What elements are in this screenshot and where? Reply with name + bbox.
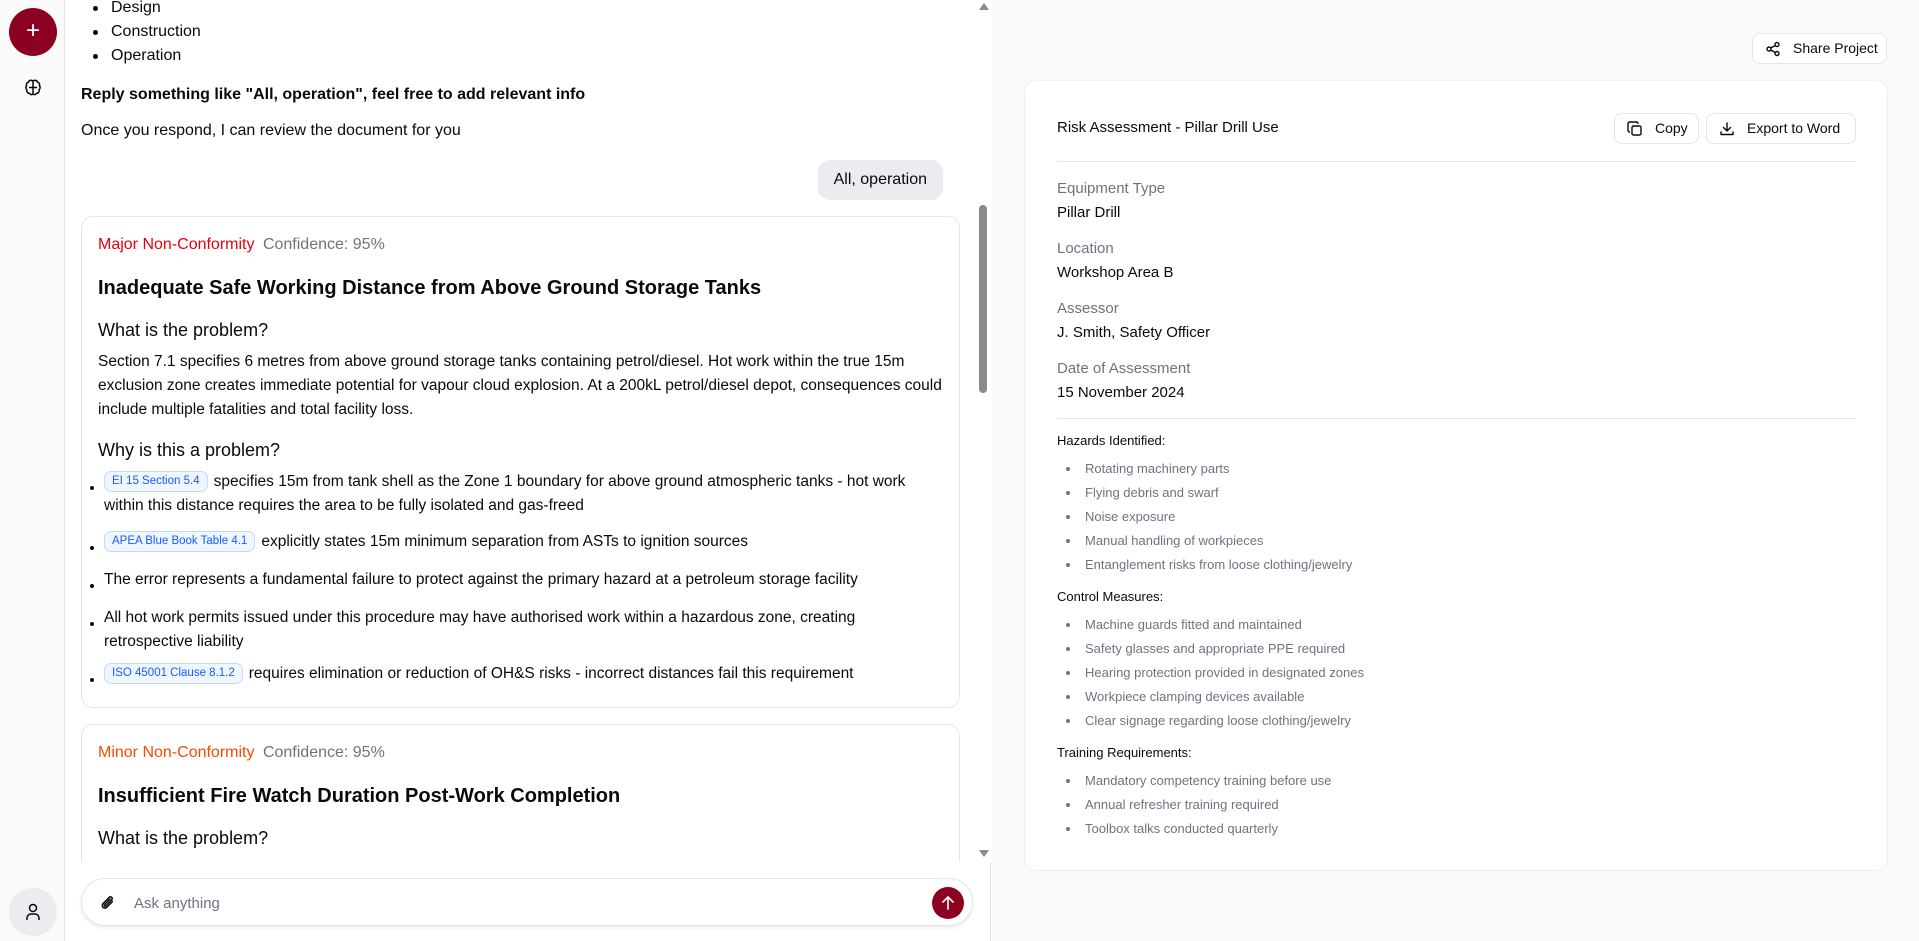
control-item: Machine guards fitted and maintained: [1085, 617, 1302, 632]
what-heading: What is the problem?: [98, 828, 269, 848]
brain-icon: [23, 78, 43, 98]
paperclip-icon[interactable]: [98, 893, 118, 913]
why-list-item: [104, 606, 934, 654]
reference-tag[interactable]: ISO 45001 Clause 8.1.2: [104, 663, 243, 684]
new-chat-button[interactable]: [9, 8, 57, 56]
why-text: explicitly states 15m minimum separation from ASTs to ignition sources: [261, 533, 749, 550]
field-label: Location: [1057, 240, 1114, 257]
profile-button[interactable]: [9, 888, 57, 936]
chat-messages: [65, 0, 975, 862]
chat-composer: [81, 878, 973, 926]
document-panel: [992, 0, 1919, 941]
control-item: Hearing protection provided in designated zones: [1085, 665, 1364, 680]
reference-tag[interactable]: APEA Blue Book Table 4.1: [104, 531, 255, 552]
lifecycle-options-list: [111, 0, 201, 68]
confidence-label: Confidence: 95%: [262, 236, 385, 253]
field-label: Assessor: [1057, 300, 1119, 317]
divider: [1057, 418, 1856, 419]
why-list-item: [104, 662, 934, 686]
reference-tag[interactable]: EI 15 Section 5.4: [104, 471, 208, 492]
why-list-item: [104, 568, 934, 592]
severity-label: Major Non-Conformity: [98, 236, 255, 253]
scroll-thumb[interactable]: [979, 205, 987, 393]
why-list-item: [104, 530, 934, 554]
hazard-item: Manual handling of workpieces: [1085, 533, 1264, 548]
why-text: All hot work permits issued under this procedure may have authorised work within a hazardous zone, creating retrospective liability: [104, 609, 856, 650]
training-item: Mandatory competency training before use: [1085, 773, 1332, 788]
chat-panel: [65, 0, 991, 941]
export-to-word-button[interactable]: [1706, 113, 1856, 144]
what-heading: What is the problem?: [98, 320, 269, 340]
field-label: Date of Assessment: [1057, 360, 1191, 377]
plus-icon: +: [25, 17, 40, 44]
field-label: Equipment Type: [1057, 180, 1166, 197]
control-item: Clear signage regarding loose clothing/jewelry: [1085, 713, 1351, 728]
field-value: Pillar Drill: [1057, 204, 1121, 221]
download-icon: [1719, 121, 1735, 137]
why-text: requires elimination or reduction of OH&S risks - incorrect distances fail this requirement: [248, 665, 854, 682]
brain-button[interactable]: [23, 78, 43, 98]
arrow-up-icon: [941, 895, 955, 911]
why-text: specifies 15m from tank shell as the Zone 1 boundary for above ground atmospheric tanks - hot work within this distance requires the area to be fully isolated and gas-freed: [104, 473, 906, 514]
share-project-label: Share Project: [1793, 40, 1878, 56]
sidebar: [0, 0, 65, 941]
copy-label: Copy: [1655, 120, 1688, 136]
why-text: The error represents a fundamental failure to protect against the primary hazard at a petroleum storage facility: [104, 571, 858, 588]
training-item: Annual refresher training required: [1085, 797, 1279, 812]
finding-title: Insufficient Fire Watch Duration Post-Work Completion: [98, 785, 621, 807]
section-heading-training: Training Requirements:: [1057, 745, 1192, 760]
finding-meta: [98, 744, 385, 762]
list-item: Construction: [111, 20, 201, 44]
finding-title: Inadequate Safe Working Distance from Above Ground Storage Tanks: [98, 277, 762, 299]
field-value: J. Smith, Safety Officer: [1057, 324, 1211, 341]
finding-meta: [98, 236, 385, 254]
section-heading-controls: Control Measures:: [1057, 589, 1164, 604]
reply-hint: Reply something like "All, operation", feel free to add relevant info: [81, 86, 586, 103]
list-item: Design: [111, 0, 201, 20]
hazard-item: Entanglement risks from loose clothing/jewelry: [1085, 557, 1353, 572]
hazard-item: Noise exposure: [1085, 509, 1176, 524]
control-item: Workpiece clamping devices available: [1085, 689, 1305, 704]
chat-scrollbar[interactable]: [976, 0, 991, 862]
finding-card: [81, 724, 960, 862]
confidence-label: Confidence: 95%: [262, 744, 385, 761]
respond-note: Once you respond, I can review the document for you: [81, 122, 461, 139]
section-heading-hazards: Hazards Identified:: [1057, 433, 1166, 448]
copy-icon: [1627, 121, 1643, 137]
field-value: Workshop Area B: [1057, 264, 1174, 281]
divider: [1057, 161, 1856, 162]
document-title: Risk Assessment - Pillar Drill Use: [1057, 119, 1279, 136]
user-message-bubble: All, operation: [818, 160, 943, 200]
hazard-item: Flying debris and swarf: [1085, 485, 1219, 500]
what-text: Section 7.1 specifies 6 metres from above ground storage tanks containing petrol/diesel. Hot work within the true 15m exclusion zone creates immediate potential for vapour cloud explosion. At a 200kL petrol/diesel depot, consequences could include multiple fatalities and total facility loss.: [98, 353, 942, 418]
document-card: [1024, 80, 1888, 871]
export-label: Export to Word: [1747, 120, 1841, 136]
why-list-item: [104, 470, 934, 518]
send-button[interactable]: [932, 887, 964, 919]
share-project-button[interactable]: [1752, 33, 1887, 64]
list-item: Operation: [111, 44, 201, 68]
chat-input[interactable]: [134, 891, 894, 915]
copy-button[interactable]: [1614, 113, 1699, 144]
training-item: Toolbox talks conducted quarterly: [1085, 821, 1278, 836]
hazard-item: Rotating machinery parts: [1085, 461, 1230, 476]
share-icon: [1765, 41, 1781, 57]
user-icon: [23, 902, 43, 922]
scroll-down-arrow-icon[interactable]: [979, 850, 989, 857]
field-value: 15 November 2024: [1057, 384, 1185, 401]
finding-card: [81, 216, 960, 708]
control-item: Safety glasses and appropriate PPE required: [1085, 641, 1346, 656]
scroll-up-arrow-icon[interactable]: [979, 3, 989, 10]
severity-label: Minor Non-Conformity: [98, 744, 255, 761]
why-heading: Why is this a problem?: [98, 440, 281, 460]
